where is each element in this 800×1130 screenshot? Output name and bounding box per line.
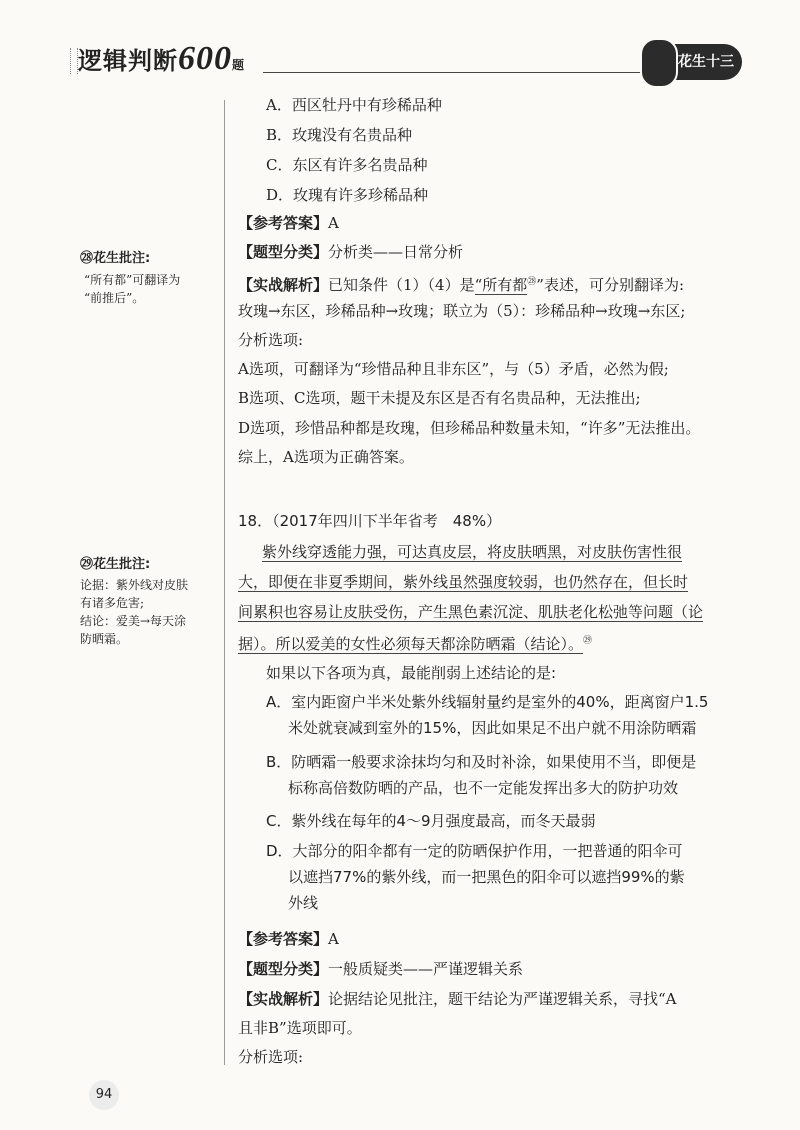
q18-question: 如果以下各项为真，最能削弱上述结论的是:: [266, 664, 557, 682]
analysis-tag: 【实战解析】: [238, 990, 329, 1008]
answer-tag: 【参考答案】: [238, 930, 329, 948]
stem-text: 大，即便在非夏季期间，紫外线虽然强度较弱，也仍然存在，但长时: [238, 573, 689, 591]
analysis-underlined-quote: “所有都: [474, 276, 528, 294]
type-value: 分析类——日常分析: [328, 243, 464, 261]
stem-text: 间累积也容易让皮肤受伤，产生黑色素沉淀、肌肤老化松弛等问题（论: [238, 603, 704, 621]
answer-value: A: [328, 214, 339, 232]
q18-option-c: [266, 810, 596, 831]
type-tag: 【题型分类】: [238, 960, 329, 978]
sidebar-note-line: 结论：爱美→每天涂: [80, 614, 187, 628]
q17-analysis-line: 分析选项:: [238, 331, 304, 349]
q18-title: 18．（2017年四川下半年省考 48%）: [238, 512, 502, 530]
option-line: 外线: [288, 894, 319, 912]
header-rule: [263, 72, 645, 73]
analysis-text: 论据结论见批注，题干结论为严谨逻辑关系，寻找“A: [328, 990, 677, 1008]
sidebar-note-line: 防晒霜。: [80, 632, 129, 646]
sidebar-note-29-heading: ㉙花生批注:: [80, 557, 151, 572]
column-divider: [224, 100, 225, 1065]
sidebar-note-28-heading: ㉘花生批注:: [80, 251, 151, 266]
option-line: 米处就衰减到室外的15%，因此如果足不出户就不用涂防晒霜: [288, 719, 697, 737]
stem-text: 据）。所以爱美的女性必须每天都涂防晒霜（结论）。: [238, 635, 584, 653]
option-line: D．大部分的阳伞都有一定的防晒保护作用，一把普通的阳伞可: [266, 842, 683, 860]
sidebar-note-line: 有诸多危害;: [80, 596, 145, 610]
q17-analysis-line: 综上，A选项为正确答案。: [238, 448, 414, 466]
analysis-text: 已知条件（1）（4）是: [328, 276, 475, 294]
page-number: 94: [89, 1080, 119, 1110]
q17-analysis-line: [238, 271, 684, 296]
book-title-text: 逻辑判断: [78, 47, 178, 75]
peanut-logo-icon: [640, 38, 678, 88]
q18-option-d: [266, 840, 685, 913]
publisher-logo: 花生十三: [648, 44, 742, 80]
q18-answer: [238, 928, 339, 950]
option-line: A．室内距窗户半米处紫外线辐射量约是室外的40%，距离窗户1.5: [266, 693, 709, 711]
answer-tag: 【参考答案】: [238, 214, 329, 232]
q17-option-a: A．西区牡丹中有珍稀品种: [266, 96, 442, 114]
type-value: 一般质疑类——严谨逻辑关系: [328, 960, 524, 978]
book-title: [78, 40, 245, 78]
q18-type: [238, 958, 523, 980]
q18-stem-line: [238, 571, 688, 593]
q18-analysis-line: 分析选项:: [238, 1048, 304, 1066]
sidebar-note-line: “前推后”。: [84, 291, 145, 305]
q18-stem-line: [238, 601, 703, 623]
q17-type: [238, 241, 463, 263]
q17-analysis-line: B选项、C选项，题干未提及东区是否有名贵品种，无法推出;: [238, 389, 641, 407]
answer-value: A: [328, 930, 339, 948]
q17-option-c: C．东区有许多名贵品种: [266, 156, 428, 174]
q17-analysis-line: 玫瑰→东区，珍稀品种→玫瑰；联立为（5）：珍稀品种→玫瑰→东区;: [238, 302, 686, 320]
q18-stem-line: [238, 630, 592, 655]
option-line: 以遮挡77%的紫外线，而一把黑色的阳伞可以遮挡99%的紫: [288, 868, 685, 886]
analysis-text: ”表述，可分别翻译为:: [536, 276, 685, 294]
type-tag: 【题型分类】: [238, 243, 329, 261]
analysis-tag: 【实战解析】: [238, 276, 329, 294]
q18-analysis-line: [238, 988, 677, 1010]
book-title-suffix: 题: [232, 58, 246, 72]
stem-text: 紫外线穿透能力强，可达真皮层，将皮肤晒黑，对皮肤伤害性很: [262, 543, 683, 561]
q18-stem-line: [262, 541, 682, 563]
q18-option-b: [266, 751, 696, 798]
book-title-number: 600: [178, 40, 232, 77]
q17-option-b: B．玫瑰没有名贵品种: [266, 126, 413, 144]
q17-analysis-line: A选项，可翻译为“珍惜品种且非东区”，与（5）矛盾，必然为假;: [238, 360, 669, 378]
sidebar-note-28-body: [84, 271, 180, 307]
header-dots-decoration: [70, 48, 78, 74]
q17-analysis-line: D选项，珍惜品种都是玫瑰，但珍稀品种数量未知，“许多”无法推出。: [238, 419, 701, 437]
q18-option-a: [266, 691, 708, 738]
sidebar-note-line: 论据：紫外线对皮肤: [80, 578, 189, 592]
q17-answer: [238, 212, 339, 234]
option-line: B．防晒霜一般要求涂抹均匀和及时补涂，如果使用不当，即便是: [266, 753, 697, 771]
option-line: 标称高倍数防晒的产品，也不一定能发挥出多大的防护功效: [288, 779, 679, 797]
footnote-marker: ㉙: [583, 636, 593, 646]
sidebar-note-29-body: [80, 576, 188, 648]
sidebar-note-line: “所有都”可翻译为: [84, 273, 181, 287]
q18-analysis-line: 且非B”选项即可。: [238, 1019, 362, 1037]
footnote-marker: ㉘: [527, 277, 537, 287]
q17-option-d: D．玫瑰有许多珍稀品种: [266, 186, 429, 204]
option-line: C．紫外线在每年的4～9月强度最高，而冬天最弱: [266, 812, 596, 830]
